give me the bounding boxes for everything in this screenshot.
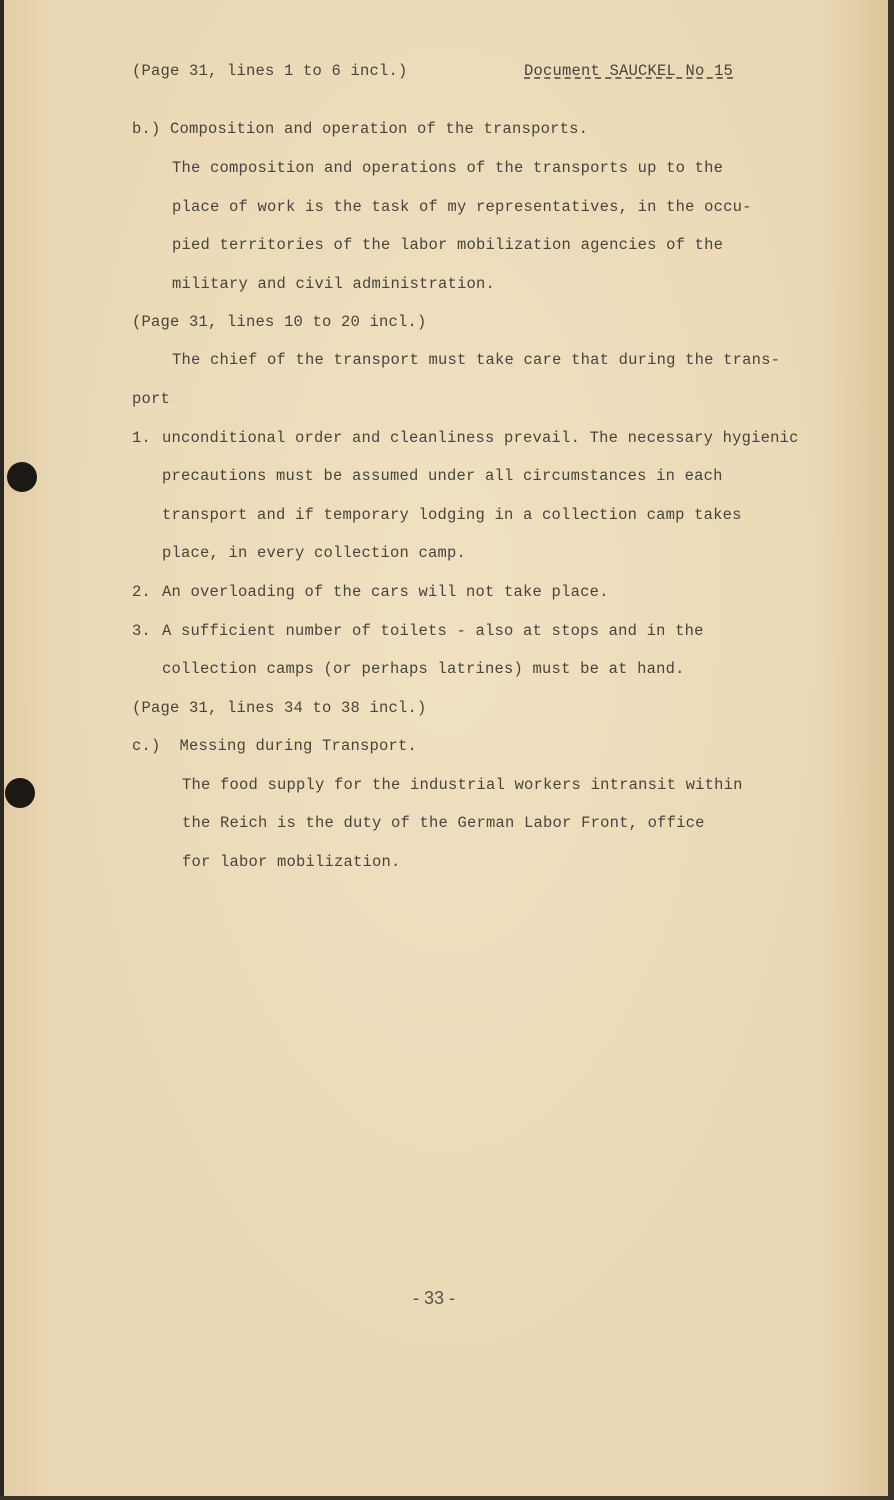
item-1-line: unconditional order and cleanliness prevail. The necessary hygienic — [162, 429, 799, 447]
item-number: 3. — [132, 622, 152, 640]
item-1-line: precautions must be assumed under all circumstances in each — [162, 467, 723, 485]
item-number: 1. — [132, 429, 152, 447]
chief-paragraph-line: port — [132, 390, 171, 408]
scan-edge-bottom — [0, 1496, 894, 1500]
section-b-line: military and civil administration. — [172, 275, 496, 293]
section-b-line: The composition and operations of the transports up to the — [172, 159, 724, 177]
scan-edge-right — [888, 0, 894, 1500]
chief-paragraph-line: The chief of the transport must take care that during the trans- — [172, 351, 781, 369]
section-b-line: place of work is the task of my representatives, in the occu- — [172, 198, 752, 216]
page-reference-3: (Page 31, lines 34 to 38 incl.) — [132, 699, 427, 717]
section-c-line: The food supply for the industrial workers intransit within — [182, 776, 743, 794]
item-1-line: place, in every collection camp. — [162, 544, 467, 562]
punch-hole-bottom — [5, 778, 35, 808]
page-reference-2: (Page 31, lines 10 to 20 incl.) — [132, 313, 427, 331]
page-number: - 33 - — [412, 1288, 455, 1308]
item-3-line: A sufficient number of toilets - also at stops and in the — [162, 622, 704, 640]
document-id: Document SAUCKEL No 15 — [524, 62, 734, 80]
document-page — [4, 0, 888, 1497]
section-c-heading: c.) Messing during Transport. — [132, 737, 418, 755]
item-3-line: collection camps (or perhaps latrines) must be at hand. — [162, 660, 685, 678]
item-number: 2. — [132, 583, 152, 601]
section-c-line: for labor mobilization. — [182, 853, 401, 871]
section-b-line: pied territories of the labor mobilization agencies of the — [172, 236, 724, 254]
section-c-line: the Reich is the duty of the German Labor Front, office — [182, 814, 705, 832]
punch-hole-top — [7, 462, 37, 492]
item-2-line: An overloading of the cars will not take place. — [162, 583, 609, 601]
page-reference: (Page 31, lines 1 to 6 incl.) — [132, 62, 408, 80]
section-b-heading: b.) Composition and operation of the transports. — [132, 120, 589, 138]
item-1-line: transport and if temporary lodging in a collection camp takes — [162, 506, 742, 524]
